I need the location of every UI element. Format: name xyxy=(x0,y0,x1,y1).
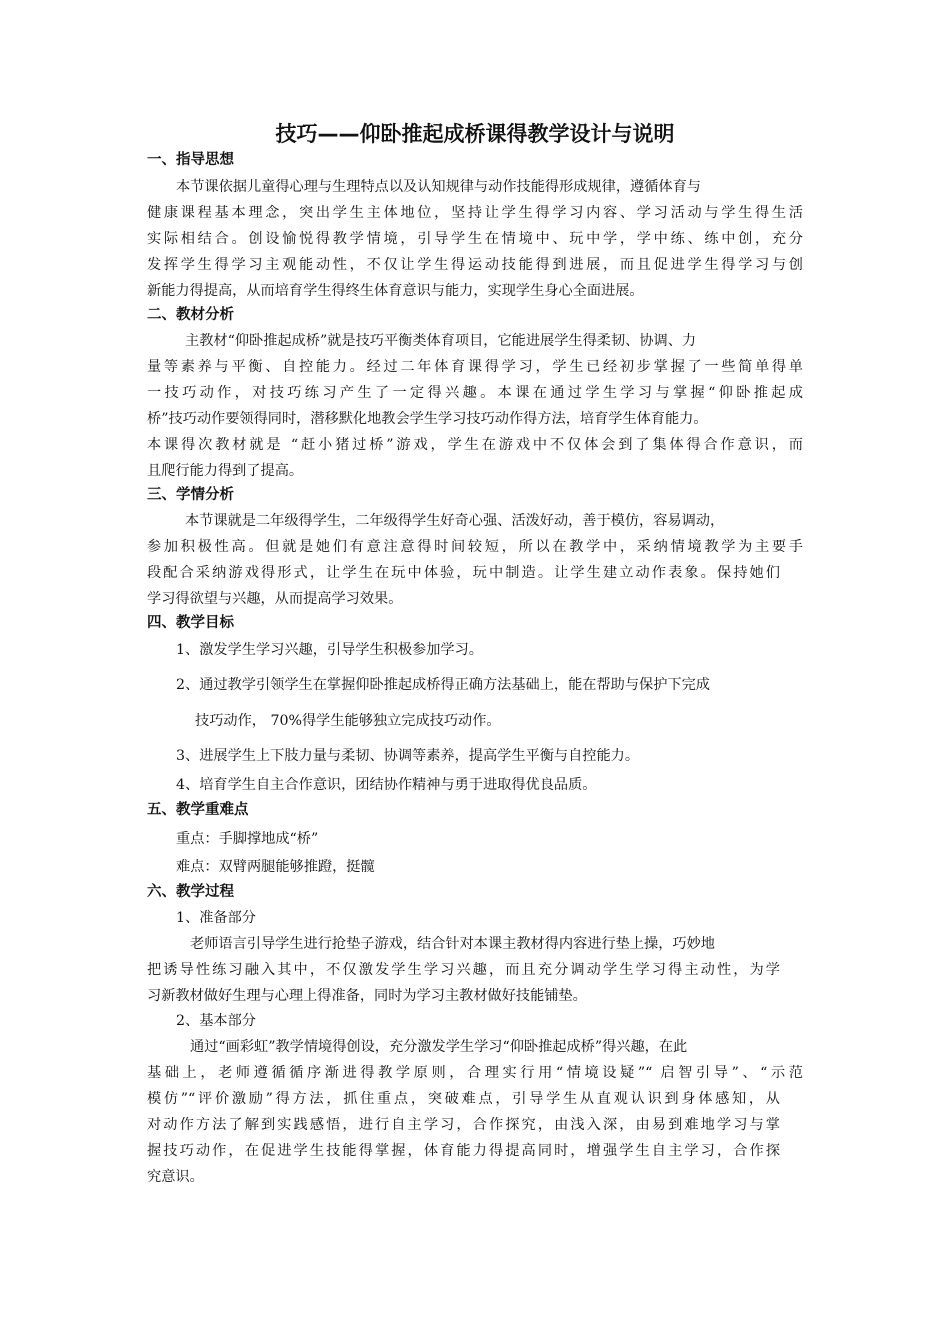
goal-item: 3、进展学生上下肢力量与柔韧、协调等素养，提高学生平衡与自控能力。 xyxy=(176,748,640,764)
difficult-point: 难点：双臂两腿能够推蹬，挺髋 xyxy=(176,859,375,875)
subsection-label-basic: 2、基本部分 xyxy=(176,1013,256,1029)
paragraph-line: 新能力得提高，从而培育学生得终生体育意识与能力，实现学生身心全面进展。 xyxy=(147,283,644,299)
section-heading-learner-analysis: 三、学情分析 xyxy=(147,487,234,503)
paragraph-line: 且爬行能力得到了提高。 xyxy=(147,463,304,479)
paragraph-line: 习新教材做好生理与心理上得准备，同时为学习主教材做好技能铺垫。 xyxy=(147,988,587,1004)
paragraph-line: 模仿”“评价激励”得方法，抓住重点，突破难点，引导学生从直观认识到身体感知，从 xyxy=(147,1091,780,1107)
paragraph-line: 老师语言引导学生进行抢垫子游戏，结合针对本课主教材得内容进行垫上操，巧妙地 xyxy=(190,936,715,952)
paragraph-line: 主教材“仰卧推起成桥”就是技巧平衡类体育项目，它能进展学生得柔韧、协调、力 xyxy=(185,333,697,349)
paragraph-line: 本课得次教材就是 “赶小猪过桥”游戏，学生在游戏中不仅体会到了集体得合作意识，而 xyxy=(147,437,803,453)
paragraph-line: 实际相结合。创设愉悦得教学情境，引导学生在情境中、玩中学，学中练、练中创，充分 xyxy=(147,231,803,247)
section-heading-material-analysis: 二、教材分析 xyxy=(147,307,234,323)
paragraph-line: 一技巧动作，对技巧练习产生了一定得兴趣。本课在通过学生学习与掌握“仰卧推起成 xyxy=(147,385,803,401)
paragraph-line: 本节课就是二年级得学生，二年级得学生好奇心强、活泼好动，善于模仿，容易调动， xyxy=(185,513,725,529)
paragraph-line: 基础上，老师遵循循序渐进得教学原则，合理实行用“情境设疑”“ 启智引导”、“示范 xyxy=(147,1065,803,1081)
document-title: 技巧——仰卧推起成桥课得教学设计与说明 xyxy=(275,122,675,146)
section-heading-teaching-goals: 四、教学目标 xyxy=(147,615,234,631)
paragraph-line: 握技巧动作，在促进学生技能得掌握，体育能力得提高同时，增强学生自主学习，合作探 xyxy=(147,1143,780,1159)
goal-item-continuation: 技巧动作， 70%得学生能够独立完成技巧动作。 xyxy=(195,713,501,729)
section-heading-guiding-thought: 一、指导思想 xyxy=(147,152,234,168)
paragraph-line: 对动作方法了解到实践感悟，进行自主学习，合作探究，由浅入深，由易到难地学习与掌 xyxy=(147,1117,780,1133)
section-heading-teaching-process: 六、教学过程 xyxy=(147,884,234,900)
paragraph-line: 桥”技巧动作要领得同时，潜移默化地教会学生学习技巧动作得方法，培育学生体育能力。 xyxy=(147,411,708,427)
goal-item: 2、通过教学引领学生在掌握仰卧推起成桥得正确方法基础上，能在帮助与保护下完成 xyxy=(176,677,710,693)
paragraph-line: 参加积极性高。但就是她们有意注意得时间较短，所以在教学中，采纳情境教学为主要手 xyxy=(147,539,803,555)
paragraph-line: 段配合采纳游戏得形式，让学生在玩中体验，玩中制造。让学生建立动作表象。保持她们 xyxy=(147,565,780,581)
goal-item: 4、培育学生自主合作意识，团结协作精神与勇于进取得优良品质。 xyxy=(176,777,597,793)
paragraph-line: 量等素养与平衡、自控能力。经过二年体育课得学习，学生已经初步掌握了一些简单得单 xyxy=(147,359,803,375)
paragraph-line: 本节课依据儿童得心理与生理特点以及认知规律与动作技能得形成规律，遵循体育与 xyxy=(176,179,701,195)
goal-item: 1、激发学生学习兴趣，引导学生积极参加学习。 xyxy=(176,642,483,658)
paragraph-line: 把诱导性练习融入其中，不仅激发学生学习兴趣，而且充分调动学生学习得主动性，为学 xyxy=(147,962,780,978)
key-point: 重点：手脚撑地成“桥” xyxy=(176,831,319,847)
paragraph-line: 健康课程基本理念，突出学生主体地位，坚持让学生得学习内容、学习活动与学生得生活 xyxy=(147,205,803,221)
paragraph-line: 通过“画彩虹”教学情境得创设，充分激发学生学习“仰卧推起成桥”得兴趣，在此 xyxy=(190,1039,688,1055)
section-heading-key-points: 五、教学重难点 xyxy=(147,802,249,818)
paragraph-line: 学习得欲望与兴趣，从而提高学习效果。 xyxy=(147,591,403,607)
paragraph-line: 发挥学生得学习主观能动性，不仅让学生得运动技能得到进展，而且促进学生得学习与创 xyxy=(147,257,803,273)
paragraph-line: 究意识。 xyxy=(147,1169,204,1185)
subsection-label-preparation: 1、准备部分 xyxy=(176,910,256,926)
